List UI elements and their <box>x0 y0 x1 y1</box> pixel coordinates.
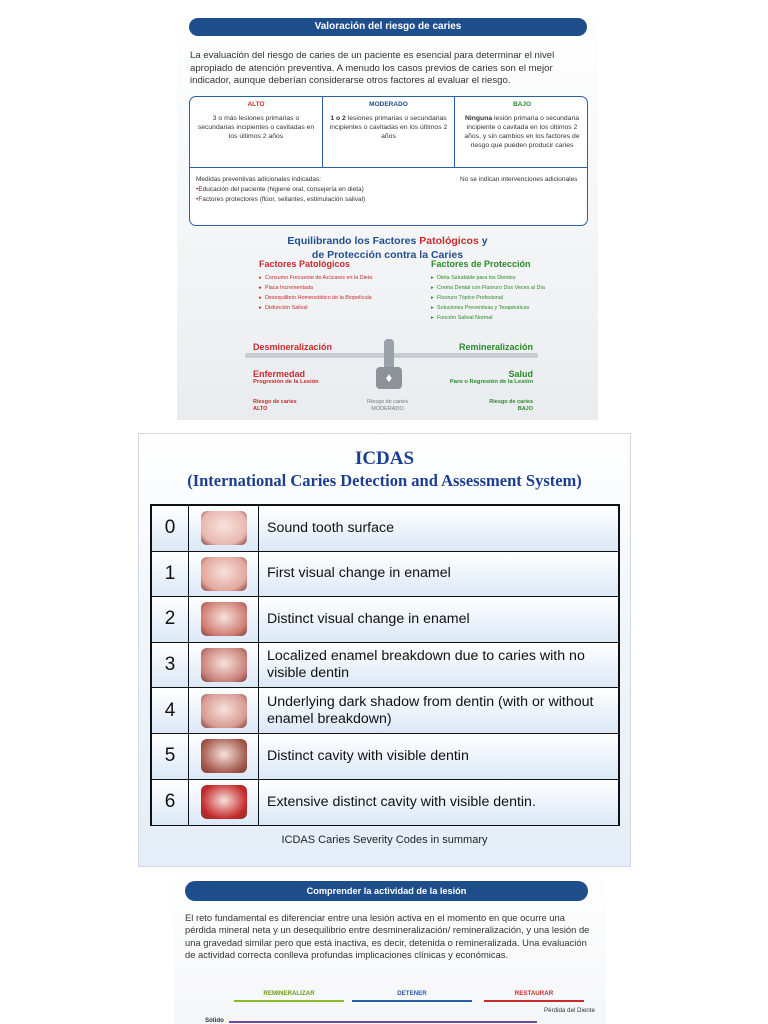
lesion-activity-panel <box>174 872 606 1024</box>
protective-item: ▸ Fluoruro Tópico Profesional <box>431 295 591 302</box>
remineralize-arrow <box>234 1000 344 1002</box>
balance-title-pathological: Patológicos <box>419 235 479 247</box>
icdas-description: Distinct visual change in enamel <box>267 610 470 627</box>
risk-col-low <box>455 97 588 167</box>
icdas-code: 2 <box>152 597 189 642</box>
measure-item: • Factores protectores (flúor, sellantes, estimulación salival) <box>196 195 454 205</box>
caries-risk-panel <box>177 12 598 420</box>
protective-factors <box>431 259 591 325</box>
risk-high-line1: Riesgo de caries <box>253 399 297 405</box>
no-measures: No se indican intervenciones adicionales <box>460 176 578 183</box>
icdas-panel <box>138 433 631 867</box>
balance-title-and: y <box>478 235 488 247</box>
tooth-photo <box>201 739 247 773</box>
icdas-description: Distinct cavity with visible dentin <box>267 747 469 764</box>
icdas-description: Sound tooth surface <box>267 519 394 536</box>
demineralization-label: Desmineralización <box>253 342 333 352</box>
tooth-icon: ♦ <box>376 367 402 389</box>
risk-level-high: ALTO <box>247 101 265 108</box>
icdas-code: 1 <box>152 552 189 597</box>
pathological-item: ▸ Placa Incrementada <box>259 285 419 292</box>
risk-mod-line2: MODERADO <box>371 406 404 412</box>
restore-arrow <box>484 1000 584 1002</box>
risk-desc-low-bold: Ninguna <box>464 115 493 122</box>
protective-item: ▸ Soluciones Preventivas y Terapéuticas <box>431 305 591 312</box>
table-row <box>152 552 618 598</box>
risk-desc-moderate-bold: 1 o 2 <box>330 115 346 122</box>
icdas-code: 0 <box>152 506 189 551</box>
table-row <box>152 643 618 689</box>
tooth-image <box>189 688 259 733</box>
arrest-label: DETENER <box>397 990 427 997</box>
balance-title-part2: de Protección contra la Caries <box>311 249 464 261</box>
measures-row <box>190 167 588 226</box>
icdas-code: 4 <box>152 688 189 733</box>
pathological-title: Factores Patológicos <box>259 259 351 269</box>
icdas-caption: ICDAS Caries Severity Codes in summary <box>281 834 488 846</box>
risk-col-high <box>190 97 323 167</box>
icdas-table <box>150 504 620 826</box>
tooth-image <box>189 552 259 597</box>
protective-item: ▸ Función Salival Normal <box>431 315 591 322</box>
risk-table <box>189 96 588 226</box>
tooth-photo <box>201 602 247 636</box>
risk-level-low: BAJO <box>512 101 532 108</box>
measures-list <box>196 175 454 205</box>
icdas-description: First visual change in enamel <box>267 565 451 582</box>
tooth-image <box>189 780 259 826</box>
icdas-code: 3 <box>152 643 189 688</box>
risk-low-line2: BAJO <box>517 406 533 412</box>
health-label: Salud <box>508 369 533 379</box>
tooth-image <box>189 643 259 688</box>
measure-item: • Educación del paciente (higiene oral, consejería en dieta) <box>196 185 454 195</box>
table-row <box>152 780 618 826</box>
risk-col-moderate <box>323 97 455 167</box>
disease-sub-label: Progresión de la Lesión <box>253 379 319 385</box>
risk-low-label <box>489 399 533 413</box>
restore-label: RESTAURAR <box>514 990 554 997</box>
icdas-description: Underlying dark shadow from dentin (with or without enamel breakdown) <box>267 693 594 727</box>
arrest-arrow <box>352 1000 472 1002</box>
tooth-photo <box>201 557 247 591</box>
tooth-loss-label: Pérdida del Diente <box>544 1007 595 1014</box>
icdas-subtitle: (International Caries Detection and Assessment System) <box>187 471 582 490</box>
disease-label: Enfermedad <box>253 369 306 379</box>
pathological-item: ▸ Desequilibrio Homeostático de la Biopelícula <box>259 295 419 302</box>
table-row <box>152 597 618 643</box>
risk-desc-low-text: lesión primaria o secundaria incipiente o cavitada en los últimos 2 años, y sin cambios en los factores de riesgo que pueden producir caries <box>464 115 580 149</box>
balance-title-part1: Equilibrando los Factores <box>287 235 420 247</box>
risk-moderate-label <box>177 399 598 413</box>
protective-item: ▸ Crema Dental con Fluoruro Dos Veces al Día <box>431 285 591 292</box>
icdas-description: Localized enamel breakdown due to caries with no visible dentin <box>267 648 585 682</box>
solid-label: Sólido <box>205 1017 224 1024</box>
pathological-item: ▸ Disfunción Salival <box>259 305 419 312</box>
activity-arrows <box>234 990 594 1000</box>
intro-text: La evaluación del riesgo de caries de un paciente es esencial para determinar el nivel apropiado de atención preventiva. A menudo los casos previos de caries son el mejor indicador, aunque deberían considerarse otros factores al evaluar el riesgo. <box>190 50 555 86</box>
icdas-description: Extensive distinct cavity with visible dentin. <box>267 793 536 810</box>
tooth-photo <box>201 785 247 819</box>
icdas-code: 5 <box>152 734 189 779</box>
risk-mod-line1: Riesgo de caries <box>367 399 408 405</box>
severity-axis <box>229 1021 537 1023</box>
tooth-image <box>189 597 259 642</box>
risk-desc-moderate <box>328 114 449 141</box>
pathological-factors <box>259 259 419 315</box>
icdas-title: ICDAS <box>354 448 415 469</box>
tooth-photo <box>201 648 247 682</box>
tooth-photo <box>201 511 247 545</box>
health-sub-label: Paro o Regresión de la Lesión <box>449 379 533 385</box>
risk-high-line2: ALTO <box>253 406 268 412</box>
balance-title <box>177 234 598 262</box>
risk-desc-moderate-text: lesiones primarias o secundarias incipientes o cavitadas en los últimos 2 años <box>329 115 448 140</box>
panel-title: Valoración del riesgo de caries <box>189 18 587 36</box>
table-row <box>152 506 618 552</box>
tooth-image <box>189 734 259 779</box>
risk-desc-high: 3 o más lesiones primarias o secundarias incipientes o cavitadas en los últimos 2 años <box>197 115 315 140</box>
pathological-item: ▸ Consumo Frecuente de Azúcares en la Dieta <box>259 275 419 282</box>
tooth-photo <box>201 694 247 728</box>
remineralize-label: REMINERALIZAR <box>263 990 315 997</box>
risk-low-line1: Riesgo de caries <box>489 399 533 405</box>
panel-title: Comprender la actividad de la lesión <box>185 881 588 901</box>
protective-item: ▸ Dieta Saludable para los Dientes <box>431 275 591 282</box>
protective-title: Factores de Protección <box>431 259 531 269</box>
measures-title: Medidas preventivas adicionales indicadas: <box>196 176 322 183</box>
table-row <box>152 734 618 780</box>
table-row <box>152 688 618 734</box>
risk-level-moderate: MODERADO <box>369 101 408 108</box>
remineralization-label: Remineralización <box>458 342 533 352</box>
risk-desc-low <box>460 114 584 150</box>
icdas-code: 6 <box>152 780 189 826</box>
tooth-image <box>189 506 259 551</box>
lesion-activity-text: El reto fundamental es diferenciar entre una lesión activa en el momento en que ocurre una pérdida mineral neta y un desequilibrio entre desmineralización/ remineralización, y una lesión de una gravedad similar pero que está inactiva, es decir, detenida o remineralizada. Una evaluación de actividad correcta conlleva profundas implicaciones clínicas y económicas. <box>185 912 590 961</box>
